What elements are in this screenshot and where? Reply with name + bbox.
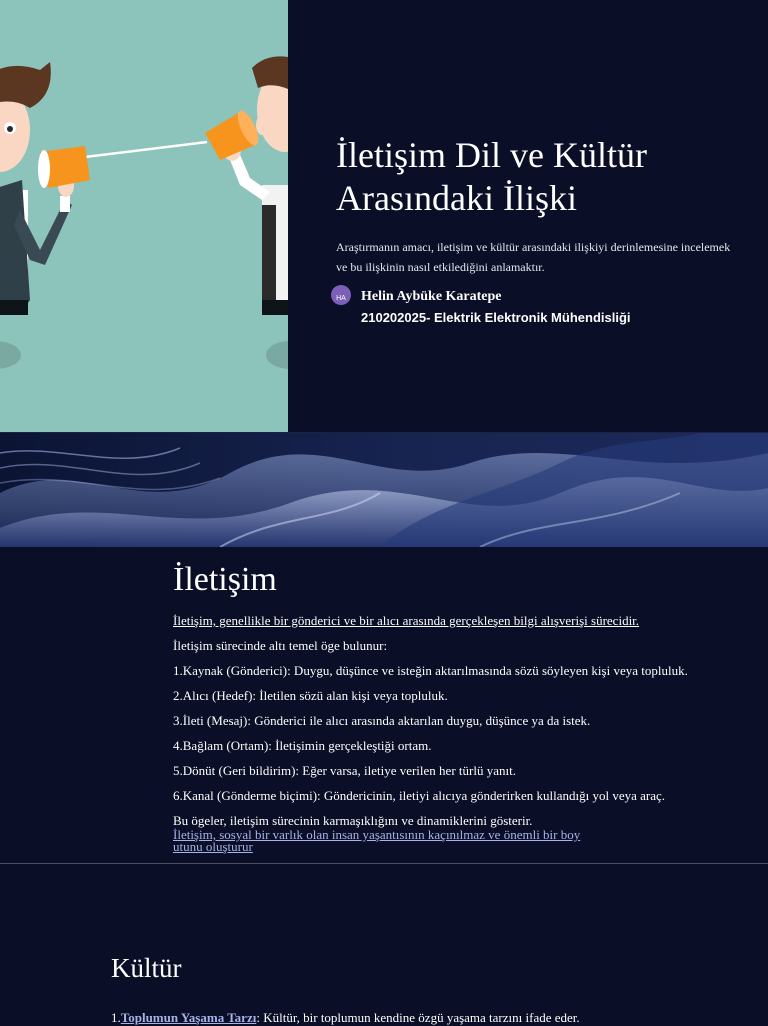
tin-can-telephone-illustration — [0, 0, 288, 432]
shadow-left — [0, 341, 21, 369]
item-number: 1. — [111, 1010, 121, 1025]
iletisim-elements-list — [173, 662, 733, 804]
iletisim-body — [173, 612, 733, 853]
iletisim-summary: Bu ögeler, iletişim sürecinin karmaşıklığını ve dinamiklerini gösterir. — [173, 813, 533, 828]
string — [85, 142, 207, 157]
iletisim-reference-link[interactable]: İletişim, sosyal bir varlık olan insan yaşantısının kaçınılmaz ve önemli bir boy utunu oluşturur — [173, 827, 581, 854]
author-avatar: HA — [331, 285, 351, 305]
list-item: 4.Bağlam (Ortam): İletişimin gerçekleştiği ortam. — [173, 738, 432, 753]
section-title-iletisim: İletişim — [173, 561, 277, 598]
shadow-right — [266, 341, 288, 369]
toplumun-yasama-tarzi-link[interactable]: Toplumun Yaşama Tarzı — [120, 1010, 257, 1025]
iletisim-definition: İletişim, genellikle bir gönderici ve bir alıcı arasında gerçekleşen bilgi alışverişi sürecidir. — [173, 613, 640, 628]
item-text: : Kültür, bir toplumun kendine özgü yaşama tarzını ifade eder. — [256, 1010, 580, 1025]
title-line-2: Arasındaki İlişki — [336, 178, 577, 218]
iletisim-element-count: İletişim sürecinde altı temel öge bulunur: — [173, 638, 388, 653]
abstract-waves-banner — [0, 433, 768, 547]
right-man — [205, 56, 288, 315]
kultur-list-item — [111, 1009, 731, 1026]
left-man — [0, 62, 90, 315]
list-item: 5.Dönüt (Geri bildirim): Eğer varsa, iletiye verilen her türlü yanıt. — [173, 763, 516, 778]
slide-subtitle: Araştırmanın amacı, iletişim ve kültür arasındaki ilişkiyi derinlemesine incelemek ve bu ilişkinin nasıl etkilediğini anlamaktır. — [336, 240, 731, 274]
list-item: 1.Kaynak (Gönderici): Duygu, düşünce ve isteğin aktarılmasında sözü söyleyen kişi veya topluluk. — [173, 663, 688, 678]
section-title-kultur: Kültür — [111, 953, 182, 983]
list-item: 2.Alıcı (Hedef): İletilen sözü alan kişi veya topluluk. — [173, 688, 448, 703]
list-item: 3.İleti (Mesaj): Gönderici ile alıcı arasında aktarılan duygu, düşünce ya da istek. — [173, 713, 591, 728]
slide-kultur — [0, 864, 768, 1024]
author-name: Helin Aybüke Karatepe — [361, 289, 502, 304]
title-line-1: İletişim Dil ve Kültür — [336, 135, 647, 175]
list-item: 6.Kanal (Gönderme biçimi): Göndericinin, iletiyi alıcıya gönderirken kullandığı yol veya araç. — [173, 788, 666, 803]
slide-title — [0, 0, 768, 432]
author-department: 210202025- Elektrik Elektronik Mühendisliği — [361, 310, 631, 325]
slide-title-heading — [336, 134, 746, 220]
